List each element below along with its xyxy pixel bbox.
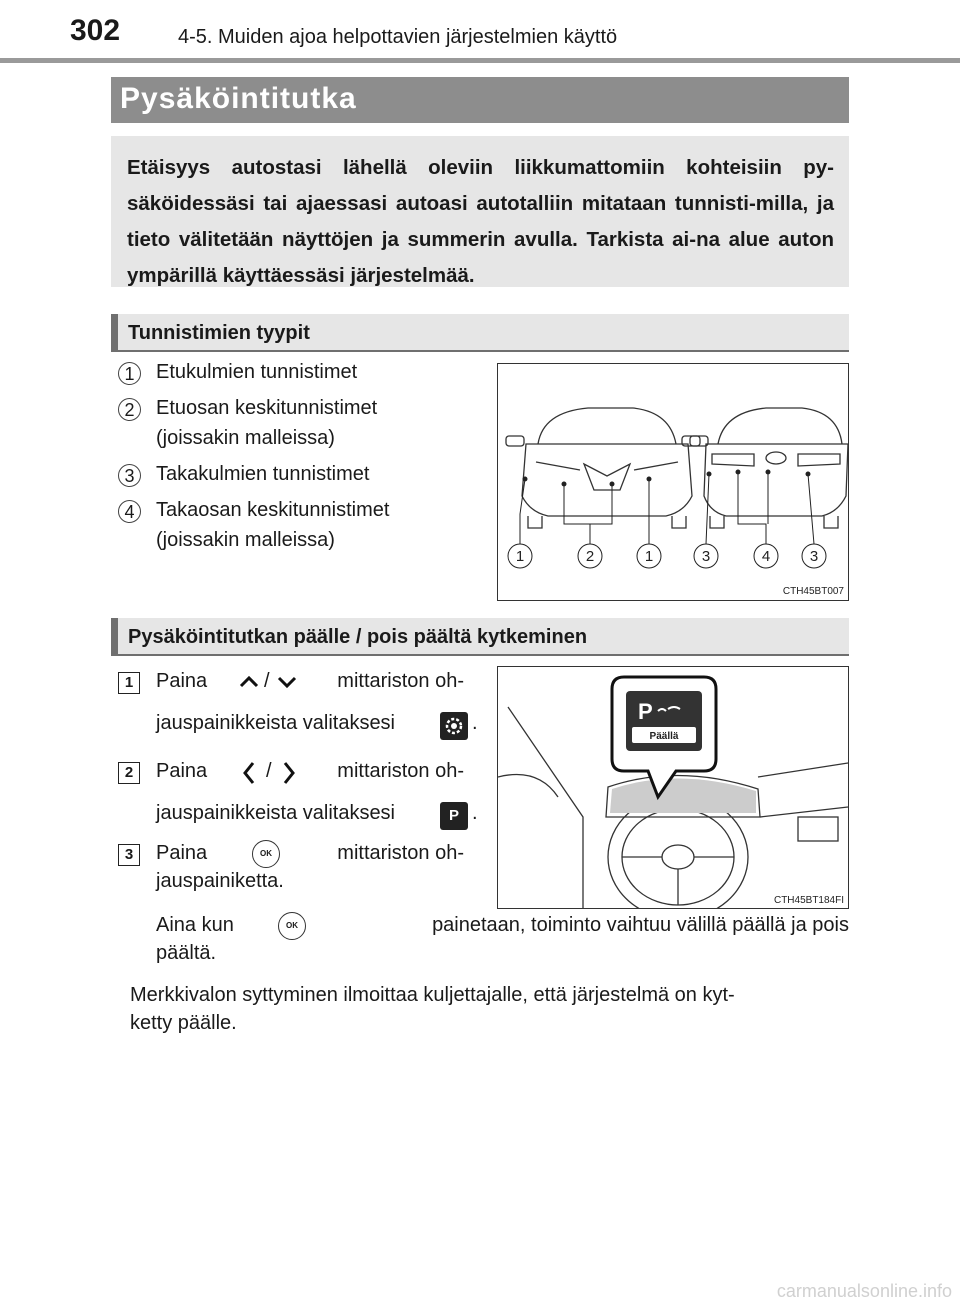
step-separator: / (266, 760, 272, 782)
list-number: 3 (118, 464, 141, 487)
step-text: Paina (156, 842, 208, 864)
header-rule (0, 58, 960, 63)
step-end: . (472, 802, 478, 824)
step-text: mittariston oh- (337, 670, 464, 692)
ok-button-icon: OK (252, 840, 280, 868)
note-text: päältä. (156, 942, 217, 964)
note-text: painetaan, toiminto vaihtuu välillä päällä ja pois (432, 914, 849, 936)
parking-sensor-icon: P (440, 802, 468, 830)
watermark: carmanualsonline.info (776, 1281, 952, 1301)
list-item: Etuosan keskitunnistimet (156, 397, 378, 419)
step-number: 2 (118, 762, 140, 784)
list-number: 1 (118, 362, 141, 385)
figure-code: CTH45BT007 (782, 586, 844, 597)
closing-text: Merkkivalon syttyminen ilmoittaa kuljettajalle, että järjestelmä on kyt- (130, 984, 735, 1006)
chevron-right-icon (280, 760, 298, 791)
list-item: Etukulmien tunnistimet (156, 361, 358, 383)
display-p-symbol: P (638, 699, 653, 724)
list-item-continued: (joissakin malleissa) (156, 427, 335, 449)
section-rule (111, 350, 849, 352)
step-text: jauspainiketta. (156, 870, 284, 892)
callout-label: 4 (761, 548, 771, 565)
note-text: Aina kun (156, 914, 234, 936)
settings-gear-icon (440, 712, 468, 740)
figure-code: CTH45BT184FI (773, 895, 844, 906)
section-heading-toggle: Pysäköintitutkan päälle / pois päältä kytkeminen (128, 626, 588, 648)
page-number: 302 (70, 14, 121, 47)
callout-label: 3 (701, 548, 711, 565)
step-end: . (472, 712, 478, 734)
step-text: mittariston oh- (337, 842, 464, 864)
sensor-diagram (498, 364, 848, 600)
step-number: 1 (118, 672, 140, 694)
step-text: Paina (156, 670, 208, 692)
ok-button-icon: OK (278, 912, 306, 940)
section-heading-sensors: Tunnistimien tyypit (128, 322, 310, 344)
list-number: 4 (118, 500, 141, 523)
sensor-figure (497, 363, 849, 601)
callout-label: 1 (644, 548, 654, 565)
callout-label: 3 (809, 548, 819, 565)
dashboard-diagram (498, 667, 848, 908)
step-number: 3 (118, 844, 140, 866)
chevron-left-icon (240, 760, 258, 791)
step-text: jauspainikkeista valitaksesi (156, 712, 396, 734)
list-item: Takaosan keskitunnistimet (156, 499, 390, 521)
page-title: Pysäköintitutka (120, 82, 357, 115)
list-item-continued: (joissakin malleissa) (156, 529, 335, 551)
chevron-up-icon (238, 672, 260, 697)
meter-display-highlight (610, 778, 756, 813)
dashboard-figure (497, 666, 849, 909)
intro-text: Etäisyys autostasi lähellä oleviin liikkumattomiin kohteisiin py-säköidessäsi tai ajaessasi autoasi autotalliin mitataan tunnisti-milla, ja tieto välitetään näyttöjen ja summerin avulla. Tarkista ai-na alue auton ympärillä käyttäessäsi järjestelmää. (127, 156, 834, 287)
callout-label: 2 (585, 548, 595, 565)
sensor-points (523, 470, 811, 487)
list-number: 2 (118, 398, 141, 421)
rear-car-illustration (682, 408, 848, 528)
step-separator: / (264, 670, 270, 692)
display-on-label: Päällä (649, 731, 679, 742)
callout-circles (508, 544, 826, 568)
closing-text: ketty päälle. (130, 1012, 237, 1034)
step-text: mittariston oh- (337, 760, 464, 782)
step-text: Paina (156, 760, 208, 782)
callout-label: 1 (515, 548, 525, 565)
chevron-down-icon (276, 672, 298, 697)
step-text: jauspainikkeista valitaksesi (156, 802, 396, 824)
chapter-title: 4-5. Muiden ajoa helpottavien järjestelmien käyttö (178, 26, 618, 48)
list-item: Takakulmien tunnistimet (156, 463, 370, 485)
front-car-illustration (506, 408, 708, 528)
section-rule (111, 654, 849, 656)
display-callout (612, 677, 716, 797)
